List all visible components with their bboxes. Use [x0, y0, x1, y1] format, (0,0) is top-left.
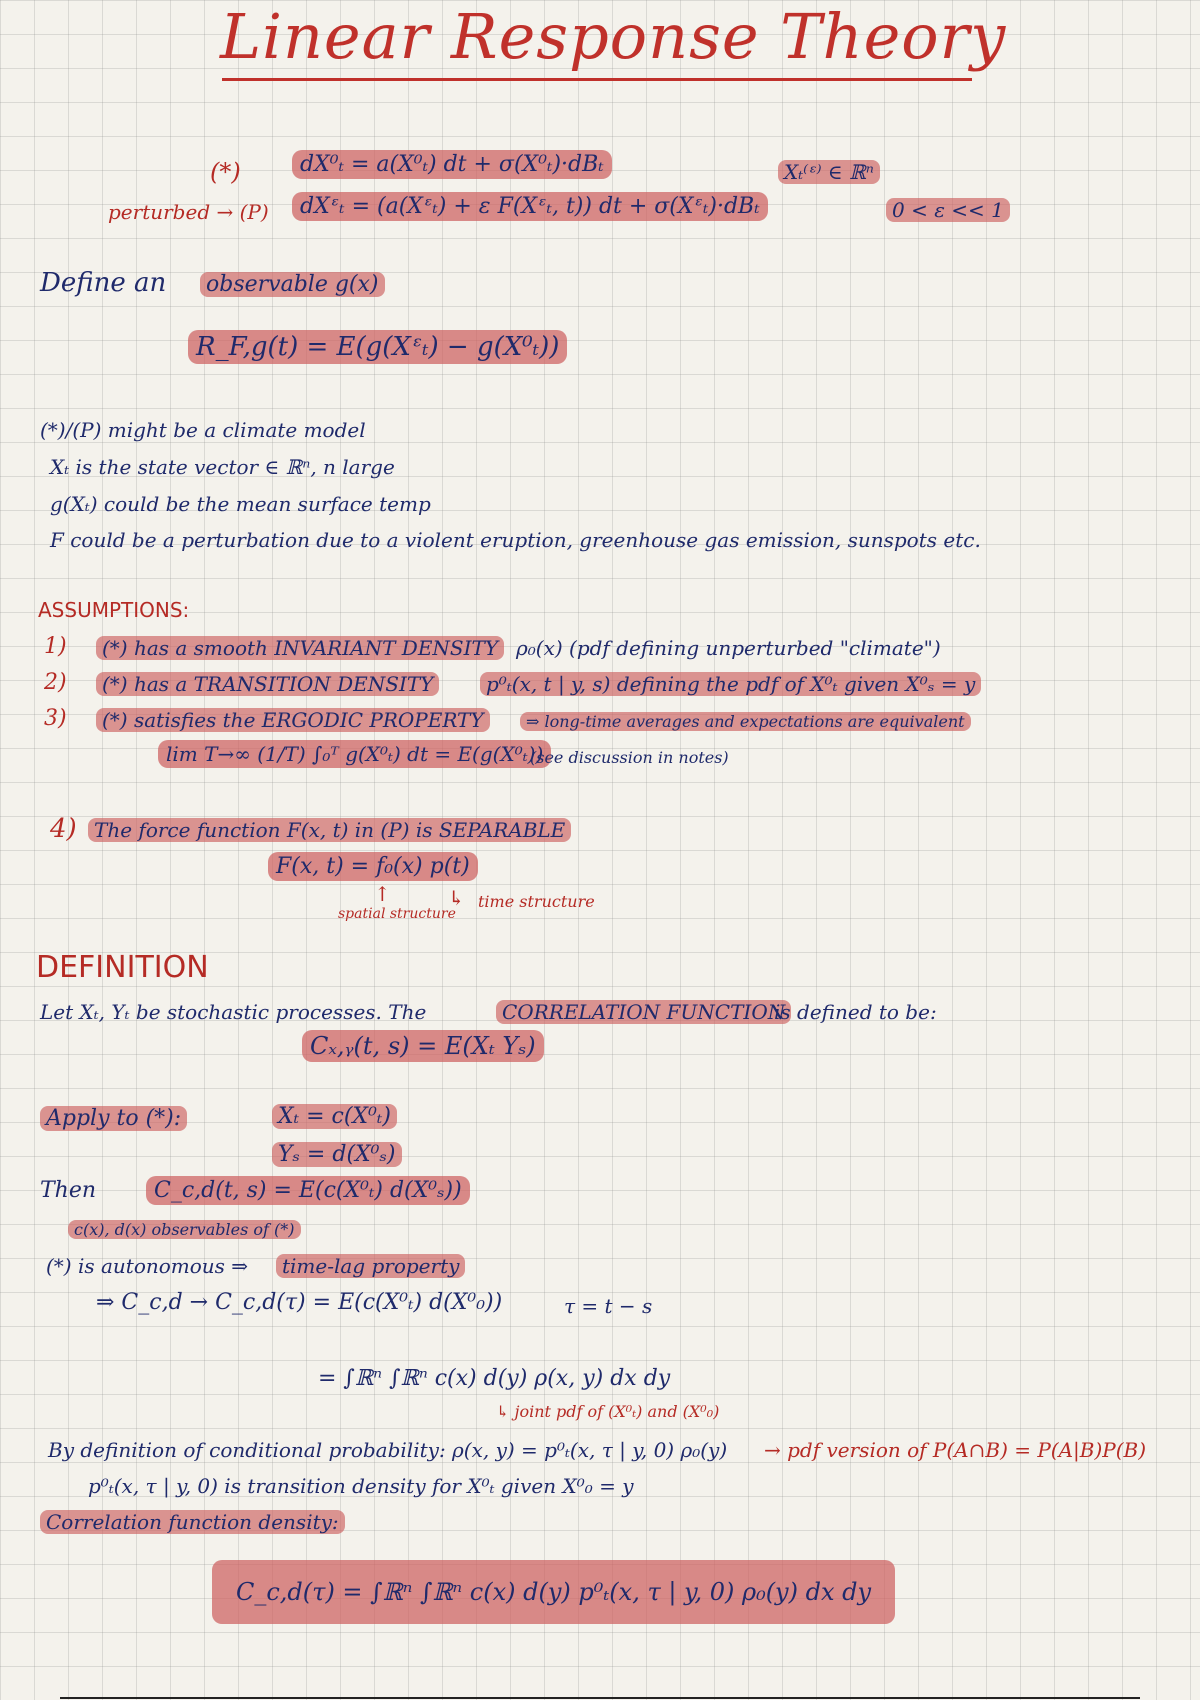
- correlation-equation: Cₓ,ᵧ(t, s) = E(Xₜ Yₛ): [302, 1030, 544, 1062]
- time-structure-label: time structure: [478, 892, 595, 911]
- time-arrow: ↳: [448, 886, 465, 910]
- separable-force: F(x, t) = f₀(x) p(t): [268, 852, 478, 881]
- tau-definition: τ = t − s: [564, 1294, 653, 1318]
- assumption-1-highlight: (*) has a smooth INVARIANT DENSITY: [96, 636, 504, 660]
- page-title: Linear Response Theory: [220, 0, 1007, 73]
- assumption-1-rest: ρ₀(x) (pdf defining unperturbed "climate"): [516, 636, 941, 660]
- epsilon-range: 0 < ε << 1: [886, 198, 1010, 222]
- star-label: (*): [210, 158, 241, 186]
- ergodic-note: (see discussion in notes): [530, 748, 729, 767]
- unperturbed-sde: dX⁰ₜ = a(X⁰ₜ) dt + σ(X⁰ₜ)·dBₜ: [292, 150, 612, 179]
- pdf-version-note: → pdf version of P(A∩B) = P(A|B)P(B): [764, 1438, 1147, 1462]
- context-line-2: Xₜ is the state vector ∈ ℝⁿ, n large: [50, 455, 395, 479]
- assumption-2-highlight: (*) has a TRANSITION DENSITY: [96, 672, 439, 696]
- context-line-1: (*)/(P) might be a climate model: [40, 418, 366, 442]
- page-bottom-rule: [60, 1697, 1140, 1699]
- correlation-density-label: Correlation function density:: [40, 1510, 345, 1534]
- ergodic-equation: lim T→∞ (1/T) ∫₀ᵀ g(X⁰ₜ) dt = E(g(X⁰ₜ)): [158, 740, 551, 768]
- perturbed-label: perturbed → (P): [108, 200, 269, 224]
- autonomous-text: (*) is autonomous ⇒: [46, 1254, 249, 1278]
- joint-integral: = ∫ℝⁿ ∫ℝⁿ c(x) d(y) ρ(x, y) dx dy: [318, 1366, 671, 1391]
- x-definition: Xₜ = c(X⁰ₜ): [272, 1104, 397, 1129]
- correlation-cd: C_c,d(t, s) = E(c(X⁰ₜ) d(X⁰ₛ)): [146, 1176, 470, 1205]
- transition-density-line: p⁰ₜ(x, τ | y, 0) is transition density for X⁰ₜ given X⁰₀ = y: [88, 1474, 634, 1498]
- y-definition: Yₛ = d(X⁰ₛ): [272, 1142, 402, 1167]
- definition-text-2: is defined to be:: [774, 1000, 937, 1024]
- observables-note: c(x), d(x) observables of (*): [68, 1220, 301, 1239]
- conditional-probability-line: By definition of conditional probability: ρ(x, y) = p⁰ₜ(x, τ | y, 0) ρ₀(y): [48, 1438, 728, 1462]
- title-underline: [222, 78, 972, 81]
- assumption-2-rest: p⁰ₜ(x, t | y, s) defining the pdf of X⁰ₜ given X⁰ₛ = y: [480, 672, 981, 696]
- assumption-3-highlight: (*) satisfies the ERGODIC PROPERTY: [96, 708, 490, 732]
- assumptions-heading: ASSUMPTIONS:: [38, 598, 190, 622]
- observable-term: observable g(x): [200, 272, 385, 297]
- assumption-4-text: The force function F(x, t) in (P) is SEPARABLE: [88, 818, 571, 842]
- context-line-4: F could be a perturbation due to a violent eruption, greenhouse gas emission, sunspots etc.: [50, 528, 981, 552]
- assumption-3-number: 3): [44, 706, 67, 731]
- response-function: R_F,g(t) = E(g(Xᵋₜ) − g(X⁰ₜ)): [188, 330, 567, 364]
- joint-pdf-note: ↳ joint pdf of (X⁰ₜ) and (X⁰₀): [496, 1402, 720, 1421]
- time-lag-equation: ⇒ C_c,d → C_c,d(τ) = E(c(X⁰ₜ) d(X⁰₀)): [96, 1290, 503, 1315]
- assumption-2-number: 2): [44, 670, 67, 695]
- state-space-note: Xₜ⁽ᵋ⁾ ∈ ℝⁿ: [778, 160, 880, 184]
- spatial-arrow: ↑: [374, 882, 391, 906]
- assumption-1-number: 1): [44, 634, 67, 659]
- then-label: Then: [40, 1178, 97, 1203]
- assumption-4-number: 4): [50, 814, 77, 844]
- assumption-3-rest: ⇒ long-time averages and expectations are equivalent: [520, 712, 971, 731]
- apply-label: Apply to (*):: [40, 1106, 187, 1131]
- context-line-3: g(Xₜ) could be the mean surface temp: [50, 492, 431, 516]
- correlation-density-equation: C_c,d(τ) = ∫ℝⁿ ∫ℝⁿ c(x) d(y) p⁰ₜ(x, τ | y, 0) ρ₀(y) dx dy: [212, 1560, 895, 1624]
- definition-text-1: Let Xₜ, Yₜ be stochastic processes. The: [40, 1000, 427, 1024]
- spatial-structure-label: spatial structure: [338, 906, 456, 922]
- correlation-function-term: CORRELATION FUNCTION: [496, 1000, 791, 1024]
- define-intro: Define an: [40, 268, 167, 298]
- definition-heading: DEFINITION: [36, 950, 209, 985]
- time-lag-term: time-lag property: [276, 1254, 465, 1278]
- perturbed-sde: dXᵋₜ = (a(Xᵋₜ) + ε F(Xᵋₜ, t)) dt + σ(Xᵋₜ)·dBₜ: [292, 192, 768, 221]
